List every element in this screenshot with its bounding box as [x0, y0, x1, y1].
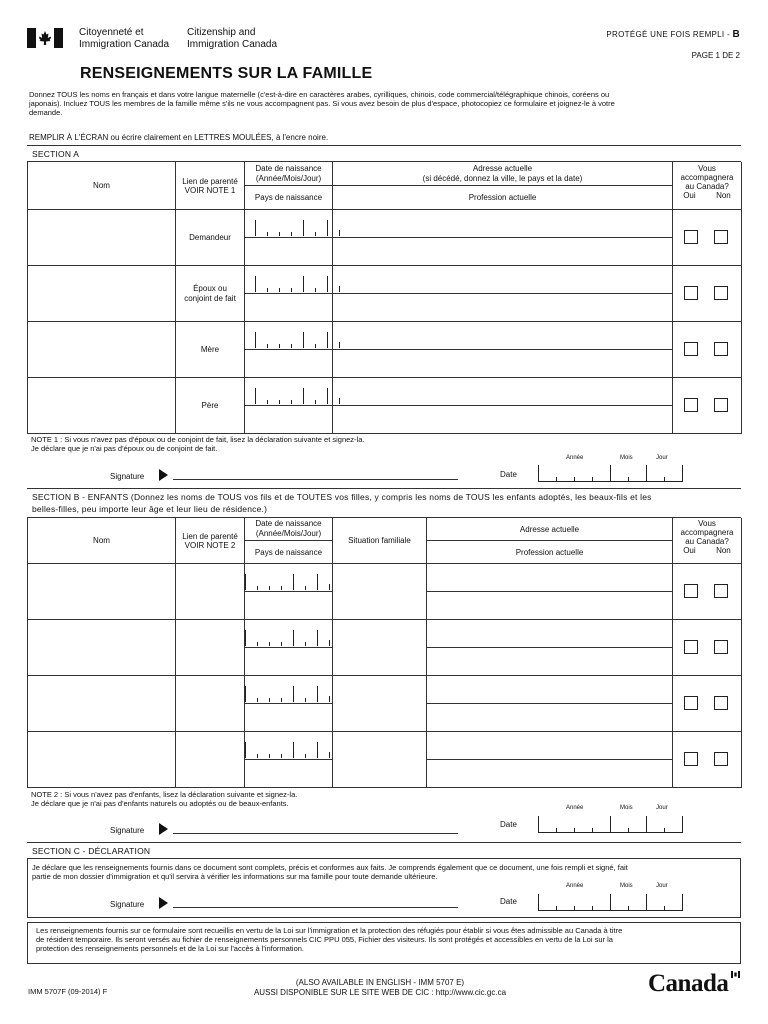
col-acc-line3: au Canada?: [685, 182, 729, 191]
sectionc-signature-label: Signature: [110, 900, 145, 909]
dept-en-line2: Immigration Canada: [187, 39, 278, 50]
a-row-dob-cell[interactable]: [245, 378, 333, 406]
b-row-no-checkbox[interactable]: [714, 696, 728, 710]
colB-dob-line2: (Année/Mois/Jour): [255, 529, 322, 538]
b-row-name-cell[interactable]: [28, 620, 176, 676]
a-row-accompany-cell: [673, 266, 742, 322]
b-row-marital-cell[interactable]: [333, 732, 427, 788]
dept-fr-line1: Citoyenneté et: [79, 27, 144, 38]
b-row-yes-checkbox[interactable]: [684, 584, 698, 598]
b-row-dob-cell[interactable]: [245, 620, 333, 648]
b-row-dob-ticks: [245, 684, 331, 702]
b-row-yes-checkbox[interactable]: [684, 640, 698, 654]
section-c-label: SECTION C - DÉCLARATION: [32, 846, 151, 856]
a-row-dob-ticks: [255, 386, 339, 404]
b-row-dob-ticks: [245, 572, 331, 590]
b-row-birth-country-cell[interactable]: [245, 648, 333, 676]
note2-month-label: Mois: [620, 805, 633, 811]
col-birth-country: Pays de naissance: [254, 193, 323, 202]
a-row-relation-line1: Demandeur: [189, 232, 231, 242]
colB-no: Non: [716, 546, 731, 555]
b-row-profession-cell[interactable]: [427, 592, 673, 620]
col-address-line2: (si décédé, donnez la ville, le pays et la date): [422, 173, 583, 183]
a-row-accompany-cell: [673, 378, 742, 434]
sectionc-day-label: Jour: [656, 883, 668, 889]
b-row-name-cell[interactable]: [28, 732, 176, 788]
canada-flag-logo: [27, 28, 63, 48]
b-row-relation-cell[interactable]: [176, 676, 245, 732]
b-row-name-cell[interactable]: [28, 564, 176, 620]
sectionc-date-label: Date: [500, 897, 517, 906]
privacy-line1: Les renseignements fournis sur ce formulaire sont recueillis en vertu de la Loi sur l'immigration et la protection des réfugiés pour établir si vous êtes admissible au Canada à titre: [36, 926, 623, 935]
note1-line1: NOTE 1 : Si vous n'avez pas d'époux ou de conjoint de fait, lisez la déclaration suivante et signez-la.: [31, 435, 365, 444]
b-row-dob-ticks: [245, 740, 331, 758]
privacy-box: [27, 922, 741, 964]
note1-line2: Je déclare que je n'ai pas d'époux ou de conjoint de fait.: [31, 444, 218, 453]
arrow-right-icon: [159, 897, 168, 909]
note2-line2: Je déclare que je n'ai pas d'enfants naturels ou adoptés ou de beaux-enfants.: [31, 799, 289, 808]
col-no: Non: [716, 191, 731, 200]
sectionc-month-label: Mois: [620, 883, 633, 889]
section-c-text-line1: Je déclare que les renseignements fournis dans ce document sont complets, précis et conformes aux faits. Je comprends également que ce document, une fois rempli et signé, fait: [32, 863, 628, 872]
a-row-no-checkbox[interactable]: [714, 230, 728, 244]
intro-line3: demande.: [29, 108, 63, 117]
col-acc-line2: accompagnera: [680, 173, 734, 182]
a-row-dob-ticks: [255, 330, 339, 348]
a-row-profession-cell[interactable]: [333, 294, 673, 322]
b-row-dob-ticks: [245, 628, 331, 646]
b-row-address-cell[interactable]: [427, 620, 673, 648]
section-a-label: SECTION A: [32, 149, 80, 159]
a-row-accompany-cell: [673, 210, 742, 266]
section-a-table: [27, 161, 741, 434]
section-b-label-line2: belles-filles, peu importe leur âge et leur lieu de résidence.): [32, 504, 268, 514]
privacy-line3: protection des renseignements personnels et de la Loi sur l'accès à l'information.: [36, 944, 305, 953]
b-row-yes-checkbox[interactable]: [684, 696, 698, 710]
a-row-birth-country-cell[interactable]: [245, 294, 333, 322]
b-row-profession-cell[interactable]: [427, 648, 673, 676]
section-b-table: [27, 517, 741, 788]
note1-date-label: Date: [500, 470, 517, 479]
col-dob-line2: (Année/Mois/Jour): [255, 173, 322, 183]
colB-profession: Profession actuelle: [515, 547, 584, 557]
note2-day-label: Jour: [656, 805, 668, 811]
protected-letter: B: [732, 29, 740, 40]
b-row-name-cell[interactable]: [28, 676, 176, 732]
b-row-dob-cell[interactable]: [245, 676, 333, 704]
b-row-no-checkbox[interactable]: [714, 584, 728, 598]
colB-relation-line1: Lien de parenté: [182, 531, 238, 541]
fill-instruction: REMPLIR À L'ÉCRAN ou écrire clairement en LETTRES MOULÉES, à l'encre noire.: [29, 133, 329, 142]
a-row-yes-checkbox[interactable]: [684, 398, 698, 412]
col-name: Nom: [93, 181, 110, 190]
b-row-dob-cell[interactable]: [245, 564, 333, 592]
footer-english: (ALSO AVAILABLE IN ENGLISH - IMM 5707 E): [295, 978, 465, 987]
b-row-birth-country-cell[interactable]: [245, 592, 333, 620]
a-row-relation-line1: Époux ou: [193, 283, 227, 293]
section-b-label-line1: SECTION B - ENFANTS (Donnez les noms de TOUS vos fils et de TOUTES vos filles, y compris les noms de TOUS les enfants adoptés, les beaux-fils et les: [32, 492, 652, 502]
col-profession: Profession actuelle: [468, 193, 537, 202]
a-row-address-cell[interactable]: [333, 378, 673, 406]
a-row-address-cell[interactable]: [333, 266, 673, 294]
dept-en-line1: Citizenship and: [187, 27, 256, 38]
b-row-address-cell[interactable]: [427, 676, 673, 704]
b-row-no-checkbox[interactable]: [714, 640, 728, 654]
colB-dob-line1: Date de naissance: [255, 519, 322, 528]
a-row-address-cell[interactable]: [333, 322, 673, 350]
a-row-relation-cell: [176, 378, 245, 434]
b-row-accompany-cell: [673, 676, 742, 732]
note1-signature-line[interactable]: [173, 479, 458, 480]
arrow-right-icon: [159, 823, 168, 835]
a-row-relation-line1: Mère: [200, 344, 220, 354]
colB-relation-line2: VOIR NOTE 2: [184, 540, 236, 550]
colB-acc-line3: au Canada?: [685, 537, 729, 546]
b-row-profession-cell[interactable]: [427, 704, 673, 732]
a-row-profession-cell[interactable]: [333, 350, 673, 378]
a-row-name-cell[interactable]: [28, 322, 176, 378]
arrow-right-icon: [159, 469, 168, 481]
a-row-address-cell[interactable]: [333, 210, 673, 238]
b-row-dob-cell[interactable]: [245, 732, 333, 760]
a-row-dob-cell[interactable]: [245, 322, 333, 350]
note2-signature-label: Signature: [110, 826, 145, 835]
b-row-address-cell[interactable]: [427, 732, 673, 760]
a-row-relation-line2: conjoint de fait: [184, 293, 236, 303]
protected-label: PROTÉGÉ UNE FOIS REMPLI -: [606, 30, 730, 39]
note2-date-field[interactable]: [538, 817, 683, 833]
b-row-marital-cell[interactable]: [333, 564, 427, 620]
sectionc-year-label: Année: [566, 883, 584, 889]
a-row-name-cell[interactable]: [28, 266, 176, 322]
b-row-marital-cell[interactable]: [333, 676, 427, 732]
a-row-no-checkbox[interactable]: [714, 398, 728, 412]
section-c-text-line2: partie de mon dossier d'immigration et qu'il servira à vérifier les informations sur ma famille pour toute demande ultérieure.: [32, 872, 438, 881]
b-row-birth-country-cell[interactable]: [245, 704, 333, 732]
a-row-dob-ticks: [255, 274, 339, 292]
a-row-no-checkbox[interactable]: [714, 342, 728, 356]
note2-line1: NOTE 2 : Si vous n'avez pas d'enfants, lisez la déclaration suivante et signez-la.: [31, 790, 298, 799]
intro-line1: Donnez TOUS les noms en français et dans votre langue maternelle (c'est-à-dire en caractères arabes, cyrilliques, chinois, code commercial/télégraphique chinois, coréens ou: [29, 90, 610, 99]
a-row-no-checkbox[interactable]: [714, 286, 728, 300]
b-row-profession-cell[interactable]: [427, 760, 673, 788]
colB-acc-line2: accompagnera: [680, 528, 734, 537]
a-row-accompany-cell: [673, 322, 742, 378]
footer-web: AUSSI DISPONIBLE SUR LE SITE WEB DE CIC : http://www.cic.gc.ca: [253, 988, 507, 997]
note2-year-label: Année: [566, 805, 584, 811]
col-relation-line2: VOIR NOTE 1: [184, 185, 236, 195]
a-row-dob-ticks: [255, 218, 339, 236]
colB-birth-country: Pays de naissance: [254, 547, 323, 557]
b-row-address-cell[interactable]: [427, 564, 673, 592]
a-row-profession-cell[interactable]: [333, 406, 673, 434]
note1-date-field[interactable]: [538, 466, 683, 482]
a-row-birth-country-cell[interactable]: [245, 238, 333, 266]
b-row-relation-cell[interactable]: [176, 732, 245, 788]
canada-wordmark: Canada: [648, 970, 729, 997]
intro-line2: japonais). Incluez TOUS les membres de la famille même s'ils ne vous accompagnent pas. Si vous avez besoin de plus d'espace, photocopiez ce formulaire et joignez-le à votre: [29, 99, 615, 108]
colB-acc-line1: Vous: [698, 519, 716, 528]
col-address-line1: Adresse actuelle: [472, 163, 533, 173]
b-row-marital-cell[interactable]: [333, 620, 427, 676]
b-row-relation-cell[interactable]: [176, 564, 245, 620]
sectionc-signature-line[interactable]: [173, 907, 458, 908]
b-row-yes-checkbox[interactable]: [684, 752, 698, 766]
colB-name: Nom: [93, 536, 110, 545]
note1-year-label: Année: [566, 455, 584, 461]
a-row-name-cell[interactable]: [28, 210, 176, 266]
b-row-no-checkbox[interactable]: [714, 752, 728, 766]
a-row-relation-line1: Père: [201, 400, 219, 410]
col-yes: Oui: [683, 191, 696, 200]
page-title: RENSEIGNEMENTS SUR LA FAMILLE: [80, 65, 373, 82]
col-acc-line1: Vous: [698, 164, 716, 173]
sectionc-date-field[interactable]: [538, 895, 683, 911]
colB-yes: Oui: [683, 546, 696, 555]
wordmark-flag-icon: [731, 971, 740, 978]
a-row-relation-cell: [176, 322, 245, 378]
a-row-yes-checkbox[interactable]: [684, 342, 698, 356]
a-row-birth-country-cell[interactable]: [245, 350, 333, 378]
b-row-accompany-cell: [673, 732, 742, 788]
b-row-relation-cell[interactable]: [176, 620, 245, 676]
a-row-name-cell[interactable]: [28, 378, 176, 434]
note2-signature-line[interactable]: [173, 833, 458, 834]
note1-day-label: Jour: [656, 455, 668, 461]
col-dob-line1: Date de naissance: [255, 163, 322, 173]
a-row-dob-cell[interactable]: [245, 266, 333, 294]
note1-signature-label: Signature: [110, 472, 145, 481]
a-row-relation-cell: [176, 266, 245, 322]
a-row-dob-cell[interactable]: [245, 210, 333, 238]
colB-address: Adresse actuelle: [519, 524, 580, 534]
note1-month-label: Mois: [620, 455, 633, 461]
a-row-yes-checkbox[interactable]: [684, 286, 698, 300]
a-row-profession-cell[interactable]: [333, 238, 673, 266]
colB-marital: Situation familiale: [348, 536, 411, 545]
dept-fr-line2: Immigration Canada: [79, 39, 170, 50]
col-relation-line1: Lien de parenté: [182, 176, 238, 186]
form-id: IMM 5707F (09-2014) F: [28, 987, 108, 996]
note2-date-label: Date: [500, 820, 517, 829]
b-row-birth-country-cell[interactable]: [245, 760, 333, 788]
a-row-yes-checkbox[interactable]: [684, 230, 698, 244]
page-number: PAGE 1 DE 2: [691, 51, 740, 60]
privacy-line2: de résident temporaire. Ils seront versés au fichier de renseignements personnels CIC PPU 055, Fichier des visiteurs. Ils sont protégés et accessibles en vertu de la Loi sur la: [36, 935, 613, 944]
b-row-accompany-cell: [673, 564, 742, 620]
a-row-relation-cell: [176, 210, 245, 266]
a-row-birth-country-cell[interactable]: [245, 406, 333, 434]
b-row-accompany-cell: [673, 620, 742, 676]
